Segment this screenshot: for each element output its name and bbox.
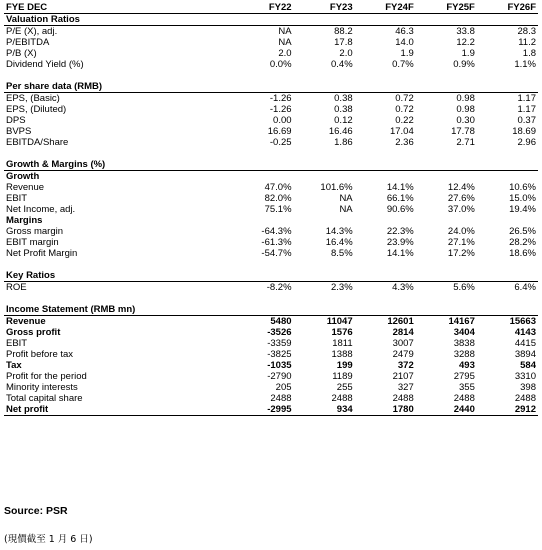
row-value: 1.86 bbox=[334, 137, 353, 148]
row-value: 2.3% bbox=[330, 282, 353, 293]
row-value: 2795 bbox=[453, 371, 475, 382]
row-value: 16.46 bbox=[328, 126, 353, 137]
section-title-blank bbox=[355, 304, 416, 316]
section-title-blank bbox=[232, 159, 293, 171]
financial-table bbox=[4, 2, 538, 416]
row-value: 0.37 bbox=[517, 115, 536, 126]
table-row bbox=[4, 37, 538, 48]
section-title-blank bbox=[355, 81, 416, 93]
row-label: DPS bbox=[6, 115, 26, 126]
row-value: 1780 bbox=[355, 404, 416, 416]
row-value: 0.9% bbox=[453, 59, 475, 70]
section-title-blank bbox=[416, 81, 477, 93]
row-value: 355 bbox=[459, 382, 475, 393]
row-value: 1576 bbox=[331, 327, 353, 338]
table-row bbox=[4, 204, 538, 215]
table-row bbox=[4, 182, 538, 193]
row-value: 3007 bbox=[392, 338, 414, 349]
table-row bbox=[4, 237, 538, 248]
row-value: 2488 bbox=[453, 393, 475, 404]
row-label: Revenue bbox=[6, 316, 46, 327]
row-label: ROE bbox=[6, 282, 27, 293]
section-title-blank bbox=[355, 14, 416, 26]
section-title: Growth & Margins (%) bbox=[4, 159, 232, 171]
row-value: 17.78 bbox=[451, 126, 475, 137]
table-row bbox=[4, 282, 538, 294]
spacer-cell bbox=[477, 259, 538, 270]
section-title-blank bbox=[477, 14, 538, 26]
section-title-row bbox=[4, 159, 538, 171]
table-row bbox=[4, 26, 538, 38]
year-header: FY26F bbox=[477, 2, 538, 14]
row-value: 1.1% bbox=[514, 59, 536, 70]
section-title-blank bbox=[294, 304, 355, 316]
row-value: 493 bbox=[459, 360, 475, 371]
table-row bbox=[4, 126, 538, 137]
spacer-cell bbox=[4, 293, 232, 304]
row-label: P/E (X), adj. bbox=[6, 26, 58, 37]
row-value bbox=[416, 215, 477, 226]
row-value: 1.17 bbox=[517, 93, 536, 104]
section-title-blank bbox=[477, 270, 538, 282]
row-value: 82.0% bbox=[264, 193, 292, 204]
section-title: Key Ratios bbox=[4, 270, 232, 282]
row-value: 19.4% bbox=[509, 204, 536, 215]
row-value: -1.26 bbox=[269, 93, 292, 104]
spacer-cell bbox=[477, 70, 538, 81]
section-title-row bbox=[4, 81, 538, 93]
financial-summary bbox=[4, 2, 538, 416]
section-title-blank bbox=[232, 304, 293, 316]
row-value: 0.98 bbox=[456, 104, 475, 115]
row-value: NA bbox=[339, 193, 353, 204]
table-row bbox=[4, 137, 538, 148]
row-value bbox=[416, 171, 477, 183]
spacer-cell bbox=[355, 70, 416, 81]
row-value: 0.22 bbox=[395, 115, 414, 126]
row-value: 8.5% bbox=[330, 248, 353, 259]
row-label: Margins bbox=[6, 215, 43, 226]
row-value bbox=[294, 215, 355, 226]
spacer-cell bbox=[294, 70, 355, 81]
row-value: 14167 bbox=[448, 316, 475, 327]
row-value: 2.0 bbox=[278, 48, 292, 59]
row-value: 2479 bbox=[392, 349, 414, 360]
section-spacer bbox=[4, 259, 538, 270]
row-value: 255 bbox=[336, 382, 353, 393]
row-value: 3894 bbox=[514, 349, 536, 360]
row-value: 1189 bbox=[332, 371, 353, 382]
row-label: BVPS bbox=[6, 126, 32, 137]
year-header: FY25F bbox=[416, 2, 477, 14]
row-value bbox=[355, 215, 416, 226]
row-value: 11.2 bbox=[518, 37, 536, 48]
spacer-cell bbox=[355, 148, 416, 159]
spacer-cell bbox=[416, 70, 477, 81]
row-value: 66.1% bbox=[386, 193, 414, 204]
section-title: Per share data (RMB) bbox=[4, 81, 232, 93]
row-value: 2488 bbox=[392, 393, 414, 404]
row-value: -1.26 bbox=[269, 104, 292, 115]
spacer-cell bbox=[4, 148, 232, 159]
row-value: 2488 bbox=[331, 393, 353, 404]
table-row bbox=[4, 349, 538, 360]
row-label: EBIT bbox=[6, 338, 28, 349]
row-value: -8.2% bbox=[266, 282, 292, 293]
spacer-cell bbox=[477, 148, 538, 159]
row-value: 199 bbox=[336, 360, 353, 371]
row-label: EBIT margin bbox=[6, 237, 59, 248]
row-value: 1.9 bbox=[400, 48, 414, 59]
row-value: 0.00 bbox=[273, 115, 292, 126]
row-value: 3288 bbox=[453, 349, 475, 360]
table-header-row bbox=[4, 2, 538, 14]
row-label: Profit before tax bbox=[6, 349, 74, 360]
table-row bbox=[4, 104, 538, 115]
row-label: Net profit bbox=[4, 404, 232, 416]
row-value: 205 bbox=[275, 382, 292, 393]
section-title-blank bbox=[232, 14, 293, 26]
row-value: 372 bbox=[397, 360, 414, 371]
section-title-blank bbox=[477, 159, 538, 171]
table-row bbox=[4, 393, 538, 404]
table-row bbox=[4, 48, 538, 59]
spacer-cell bbox=[355, 293, 416, 304]
row-label: Total capital share bbox=[6, 393, 83, 404]
row-value: 12.4% bbox=[447, 182, 475, 193]
row-value: -2790 bbox=[267, 371, 292, 382]
row-value: -3359 bbox=[267, 338, 292, 349]
row-value: 3838 bbox=[453, 338, 475, 349]
spacer-cell bbox=[4, 259, 232, 270]
row-value: 2.96 bbox=[517, 137, 536, 148]
row-value: 327 bbox=[397, 382, 414, 393]
spacer-cell bbox=[232, 259, 293, 270]
table-row bbox=[4, 115, 538, 126]
row-label: EBIT bbox=[6, 193, 28, 204]
row-value: 28.2% bbox=[509, 237, 536, 248]
row-label: EPS, (Diluted) bbox=[6, 104, 67, 115]
row-value: NA bbox=[278, 37, 292, 48]
year-header: FY22 bbox=[232, 2, 293, 14]
row-value: 1.17 bbox=[517, 104, 536, 115]
row-label: EBITDA/Share bbox=[6, 137, 69, 148]
row-value: 15.0% bbox=[509, 193, 536, 204]
row-value: 17.8 bbox=[334, 37, 353, 48]
row-value: 0.4% bbox=[330, 59, 353, 70]
section-title-blank bbox=[294, 270, 355, 282]
row-value bbox=[232, 171, 293, 183]
spacer-cell bbox=[416, 148, 477, 159]
row-value: 10.6% bbox=[509, 182, 536, 193]
row-label: Revenue bbox=[6, 182, 45, 193]
row-value: 90.6% bbox=[386, 204, 414, 215]
source-note: Source: PSR bbox=[4, 505, 68, 517]
section-title-blank bbox=[477, 81, 538, 93]
row-value: 14.3% bbox=[325, 226, 353, 237]
row-value: 14.1% bbox=[386, 248, 414, 259]
row-value: 5480 bbox=[270, 316, 292, 327]
row-value: 1811 bbox=[332, 338, 353, 349]
row-value: 46.3 bbox=[395, 26, 414, 37]
row-value: 37.0% bbox=[447, 204, 475, 215]
row-value: 47.0% bbox=[264, 182, 292, 193]
row-value: 2.71 bbox=[456, 137, 475, 148]
row-value: 16.69 bbox=[267, 126, 292, 137]
row-label: Tax bbox=[6, 360, 22, 371]
section-title-blank bbox=[416, 304, 477, 316]
row-value: -64.3% bbox=[261, 226, 292, 237]
row-value: 2488 bbox=[514, 393, 536, 404]
year-header: FY24F bbox=[355, 2, 416, 14]
section-title-blank bbox=[416, 159, 477, 171]
row-value: -54.7% bbox=[261, 248, 292, 259]
row-value: -0.25 bbox=[269, 137, 292, 148]
row-value bbox=[232, 215, 293, 226]
section-spacer bbox=[4, 70, 538, 81]
price-date-note: (現價截至 1 月 6 日) bbox=[4, 534, 93, 545]
row-value: 18.6% bbox=[509, 248, 536, 259]
row-value: 101.6% bbox=[320, 182, 353, 193]
row-value: 934 bbox=[294, 404, 355, 416]
row-value: -1035 bbox=[267, 360, 292, 371]
section-title-blank bbox=[355, 159, 416, 171]
table-row bbox=[4, 316, 538, 328]
row-label: Net Profit Margin bbox=[6, 248, 78, 259]
row-value: 14.0 bbox=[395, 37, 414, 48]
row-value: 16.4% bbox=[325, 237, 353, 248]
row-value: 398 bbox=[520, 382, 536, 393]
section-title-blank bbox=[416, 14, 477, 26]
row-label: EPS, (Basic) bbox=[6, 93, 60, 104]
row-value: 3404 bbox=[453, 327, 475, 338]
row-value: 75.1% bbox=[264, 204, 292, 215]
row-value: 11047 bbox=[326, 316, 353, 327]
spacer-cell bbox=[294, 259, 355, 270]
section-title-blank bbox=[294, 81, 355, 93]
table-row bbox=[4, 327, 538, 338]
row-value: 15663 bbox=[509, 316, 536, 327]
row-value: 0.30 bbox=[456, 115, 475, 126]
section-title-blank bbox=[294, 14, 355, 26]
row-value: -2995 bbox=[232, 404, 293, 416]
spacer-cell bbox=[416, 293, 477, 304]
row-value: 584 bbox=[520, 360, 536, 371]
row-value: 22.3% bbox=[386, 226, 414, 237]
row-value bbox=[477, 215, 538, 226]
row-value: 88.2 bbox=[334, 26, 353, 37]
row-value bbox=[294, 171, 355, 183]
section-title-row bbox=[4, 270, 538, 282]
row-value: 33.8 bbox=[456, 26, 475, 37]
section-title-blank bbox=[355, 270, 416, 282]
row-value: 2912 bbox=[477, 404, 538, 416]
table-row bbox=[4, 360, 538, 371]
row-value: 17.04 bbox=[389, 126, 414, 137]
row-value: 1388 bbox=[331, 349, 353, 360]
row-label: Profit for the period bbox=[6, 371, 87, 382]
table-row bbox=[4, 193, 538, 204]
table-row bbox=[4, 215, 538, 226]
row-value: 26.5% bbox=[509, 226, 536, 237]
row-value: 2440 bbox=[416, 404, 477, 416]
row-value: 0.98 bbox=[456, 93, 475, 104]
table-row bbox=[4, 338, 538, 349]
row-value: 0.0% bbox=[269, 59, 292, 70]
table-row bbox=[4, 59, 538, 70]
row-value: 6.4% bbox=[514, 282, 536, 293]
row-label: P/B (X) bbox=[6, 48, 37, 59]
row-value: 2.0 bbox=[339, 48, 353, 59]
table-row bbox=[4, 171, 538, 183]
row-value: -61.3% bbox=[261, 237, 292, 248]
row-value: -3526 bbox=[267, 327, 292, 338]
section-title: Income Statement (RMB mn) bbox=[4, 304, 232, 316]
section-title-blank bbox=[232, 270, 293, 282]
row-label: Minority interests bbox=[6, 382, 78, 393]
section-title-blank bbox=[294, 159, 355, 171]
table-row bbox=[4, 382, 538, 393]
row-value: 4143 bbox=[514, 327, 536, 338]
row-value: 2488 bbox=[270, 393, 292, 404]
row-value: 23.9% bbox=[386, 237, 414, 248]
section-spacer bbox=[4, 293, 538, 304]
spacer-cell bbox=[232, 70, 293, 81]
spacer-cell bbox=[294, 293, 355, 304]
row-value: 0.12 bbox=[334, 115, 353, 126]
row-value: 5.6% bbox=[453, 282, 475, 293]
row-value: 1.8 bbox=[522, 48, 536, 59]
row-label: Growth bbox=[6, 171, 40, 182]
row-value: 0.38 bbox=[334, 104, 353, 115]
row-value: 14.1% bbox=[386, 182, 414, 193]
row-value: 27.6% bbox=[447, 193, 475, 204]
row-value: NA bbox=[278, 26, 292, 37]
row-label: Gross margin bbox=[6, 226, 64, 237]
row-value: 4.3% bbox=[392, 282, 414, 293]
table-row bbox=[4, 404, 538, 416]
row-label: Gross profit bbox=[6, 327, 61, 338]
section-title-row bbox=[4, 14, 538, 26]
row-value: 1.9 bbox=[461, 48, 475, 59]
row-value: 2.36 bbox=[395, 137, 414, 148]
table-row bbox=[4, 248, 538, 259]
row-value: 3310 bbox=[514, 371, 536, 382]
table-row bbox=[4, 93, 538, 105]
section-spacer bbox=[4, 148, 538, 159]
row-value: 18.69 bbox=[512, 126, 536, 137]
spacer-cell bbox=[355, 259, 416, 270]
section-title: Valuation Ratios bbox=[4, 14, 232, 26]
row-value: 27.1% bbox=[447, 237, 475, 248]
spacer-cell bbox=[232, 148, 293, 159]
row-label: Dividend Yield (%) bbox=[6, 59, 84, 70]
spacer-cell bbox=[232, 293, 293, 304]
section-title-blank bbox=[232, 81, 293, 93]
table-row bbox=[4, 226, 538, 237]
row-value: 4415 bbox=[514, 338, 536, 349]
row-value: 0.7% bbox=[392, 59, 414, 70]
spacer-cell bbox=[294, 148, 355, 159]
row-value: 17.2% bbox=[447, 248, 475, 259]
row-value: 0.72 bbox=[395, 104, 414, 115]
row-value: NA bbox=[339, 204, 353, 215]
row-value: 12.2 bbox=[456, 37, 475, 48]
spacer-cell bbox=[416, 259, 477, 270]
spacer-cell bbox=[477, 293, 538, 304]
table-row bbox=[4, 371, 538, 382]
header-label: FYE DEC bbox=[4, 2, 232, 14]
row-value bbox=[355, 171, 416, 183]
row-value: 2107 bbox=[392, 371, 414, 382]
row-value: 0.72 bbox=[395, 93, 414, 104]
row-label: P/EBITDA bbox=[6, 37, 50, 48]
row-value: 28.3 bbox=[517, 26, 536, 37]
row-label: Net Income, adj. bbox=[6, 204, 76, 215]
row-value: 24.0% bbox=[447, 226, 475, 237]
row-value: -3825 bbox=[267, 349, 292, 360]
spacer-cell bbox=[4, 70, 232, 81]
row-value: 2814 bbox=[392, 327, 414, 338]
row-value: 12601 bbox=[387, 316, 414, 327]
section-title-blank bbox=[416, 270, 477, 282]
row-value: 0.38 bbox=[334, 93, 353, 104]
section-title-blank bbox=[477, 304, 538, 316]
row-value bbox=[477, 171, 538, 183]
section-title-row bbox=[4, 304, 538, 316]
year-header: FY23 bbox=[294, 2, 355, 14]
